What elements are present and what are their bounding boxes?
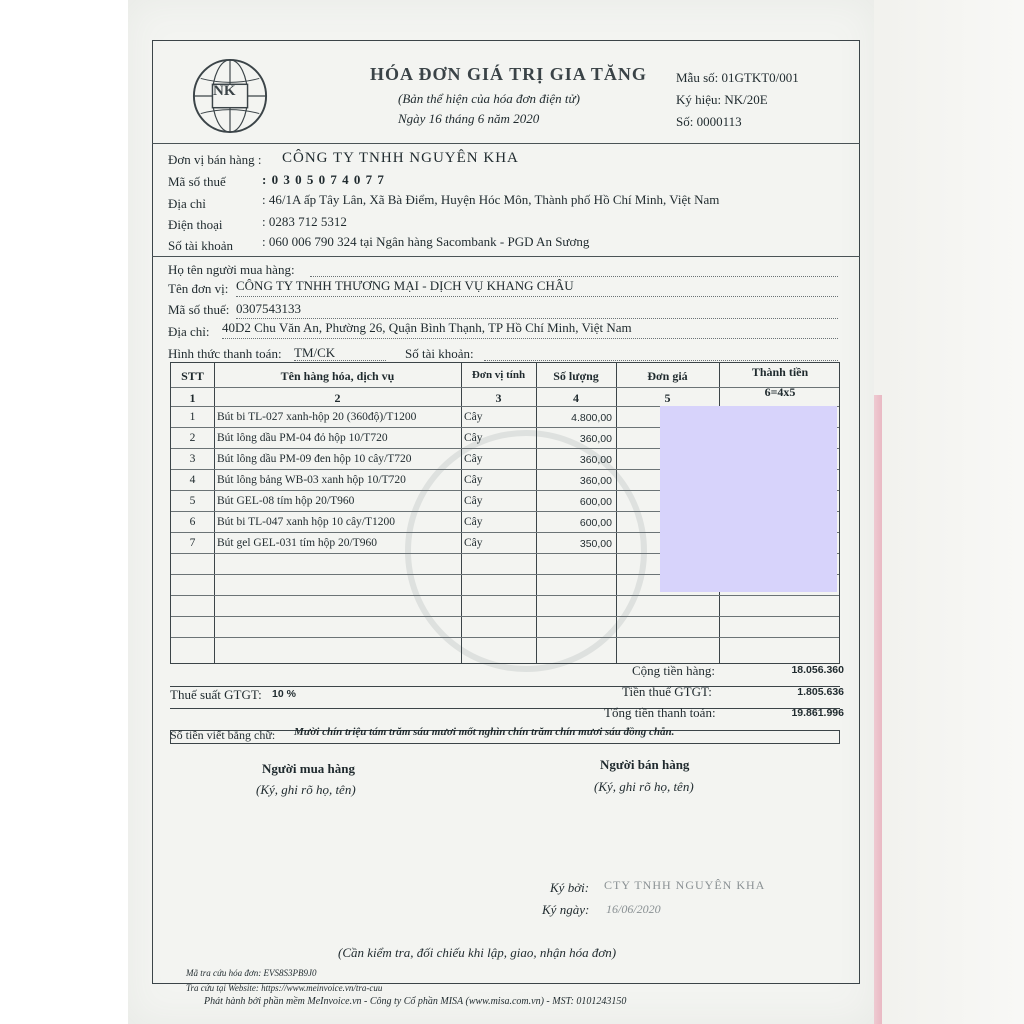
column-divider bbox=[536, 363, 537, 663]
header-amount: Thành tiền bbox=[751, 365, 809, 379]
divider bbox=[152, 256, 860, 257]
row-item-name: Bút lông dầu PM-09 đen hộp 10 cây/T720 bbox=[217, 453, 412, 465]
subtotal-label: Cộng tiền hàng: bbox=[632, 663, 716, 678]
buyer-tax-label: Mã số thuế: bbox=[168, 302, 230, 317]
background-surface bbox=[862, 0, 1024, 1024]
grand-total-label: Tổng tiền thanh toán: bbox=[604, 705, 716, 720]
row-stt: 3 bbox=[189, 453, 196, 465]
buyer-address-label: Địa chỉ: bbox=[168, 324, 210, 339]
header-num-3: 3 bbox=[495, 391, 502, 405]
lookup-code: Mã tra cứu hóa đơn: EVS8S3PB9J0 bbox=[186, 968, 317, 978]
seller-tax-label: Mã số thuế bbox=[168, 174, 226, 189]
seller-account: : 060 006 790 324 tại Ngân hàng Sacombank - PGD An Sương bbox=[262, 234, 590, 249]
publisher-note: Phát hành bởi phần mềm MeInvoice.vn - Công ty Cổ phần MISA (www.misa.com.vn) - MST: 0101243150 bbox=[204, 996, 627, 1007]
vat-rate-value: 10 % bbox=[272, 688, 296, 700]
payment-method: TM/CK bbox=[294, 345, 336, 360]
row-item-name: Bút lông dầu PM-04 đỏ hộp 10/T720 bbox=[217, 432, 388, 444]
buyer-person-label: Họ tên người mua hàng: bbox=[168, 262, 295, 277]
logo-text: NK bbox=[213, 83, 236, 99]
header-unit: Đơn vị tính bbox=[471, 369, 526, 381]
column-divider bbox=[461, 363, 462, 663]
row-stt: 7 bbox=[189, 537, 196, 549]
row-stt: 6 bbox=[189, 516, 196, 528]
dotted-line bbox=[222, 338, 838, 339]
buyer-signature-title: Người mua hàng bbox=[262, 761, 356, 776]
seller-phone-label: Điện thoại bbox=[168, 217, 223, 232]
row-unit: Cây bbox=[464, 453, 483, 465]
signed-by: CTY TNHH NGUYÊN KHA bbox=[604, 878, 766, 892]
row-stt: 1 bbox=[189, 411, 196, 423]
column-divider bbox=[616, 363, 617, 663]
row-quantity: 350,00 bbox=[579, 538, 612, 550]
subtotal-value: 18.056.360 bbox=[791, 664, 844, 676]
seller-phone: : 0283 712 5312 bbox=[262, 214, 347, 229]
header-quantity: Số lượng bbox=[553, 369, 599, 383]
buyer-unit-name: CÔNG TY TNHH THƯƠNG MẠI - DỊCH VỤ KHANG CHÂU bbox=[236, 278, 574, 293]
row-item-name: Bút gel GEL-031 tím hộp 20/T960 bbox=[217, 537, 378, 549]
seller-name: CÔNG TY TNHH NGUYÊN KHA bbox=[282, 150, 519, 166]
redaction-block bbox=[660, 406, 837, 592]
header-unit-price: Đơn giá bbox=[647, 369, 688, 383]
row-line bbox=[171, 595, 839, 596]
header-stt: STT bbox=[181, 369, 204, 383]
row-item-name: Bút GEL-08 tím hộp 20/T960 bbox=[217, 495, 355, 507]
row-quantity: 4.800,00 bbox=[571, 412, 612, 424]
row-quantity: 360,00 bbox=[579, 433, 612, 445]
row-unit: Cây bbox=[464, 474, 483, 486]
signed-by-label: Ký bởi: bbox=[550, 880, 590, 895]
row-quantity: 360,00 bbox=[579, 454, 612, 466]
row-unit: Cây bbox=[464, 537, 483, 549]
dotted-line bbox=[310, 276, 838, 277]
header-num-6: 6=4x5 bbox=[764, 385, 796, 399]
seller-account-label: Số tài khoản bbox=[168, 238, 233, 253]
dotted-line bbox=[236, 318, 838, 319]
invoice-symbol: Ký hiệu: NK/20E bbox=[676, 92, 768, 107]
divider bbox=[152, 143, 860, 144]
buyer-account-label: Số tài khoản: bbox=[405, 346, 474, 361]
amount-in-words: Mười chín triệu tám trăm sáu mươi mốt nghìn chín trăm chín mươi sáu đồng chẵn. bbox=[294, 726, 675, 738]
invoice-date: Ngày 16 tháng 6 năm 2020 bbox=[398, 111, 540, 126]
vat-amount-value: 1.805.636 bbox=[797, 686, 844, 698]
row-stt: 2 bbox=[189, 432, 196, 444]
invoice-number: Số: 0000113 bbox=[676, 114, 742, 129]
invoice-subtitle: (Bản thể hiện của hóa đơn điện tử) bbox=[398, 91, 580, 106]
seller-signature-title: Người bán hàng bbox=[600, 757, 690, 772]
seller-address-label: Địa chỉ bbox=[168, 196, 206, 211]
signed-date: 16/06/2020 bbox=[606, 902, 661, 916]
seller-address: : 46/1A ấp Tây Lân, Xã Bà Điểm, Huyện Hóc Môn, Thành phố Hồ Chí Minh, Việt Nam bbox=[262, 192, 720, 207]
form-number: Mẫu số: 01GTKT0/001 bbox=[676, 70, 799, 85]
row-item-name: Bút bi TL-047 xanh hộp 10 cây/T1200 bbox=[217, 516, 396, 528]
header-num-1: 1 bbox=[189, 391, 196, 405]
amount-in-words-label: Số tiền viết bằng chữ: bbox=[170, 728, 276, 742]
header-num-4: 4 bbox=[573, 391, 579, 405]
vat-rate-label: Thuế suất GTGT: bbox=[170, 687, 262, 702]
dotted-line bbox=[236, 296, 838, 297]
row-item-name: Bút bi TL-027 xanh-hộp 20 (360độ)/T1200 bbox=[217, 411, 417, 423]
header-num-2: 2 bbox=[334, 391, 341, 405]
dotted-line bbox=[294, 360, 386, 361]
seller-signature-note: (Ký, ghi rõ họ, tên) bbox=[594, 779, 694, 794]
grand-total-value: 19.861.996 bbox=[791, 707, 844, 719]
check-note: (Cần kiểm tra, đối chiếu khi lập, giao, nhận hóa đơn) bbox=[338, 945, 617, 960]
row-unit: Cây bbox=[464, 516, 483, 528]
row-unit: Cây bbox=[464, 495, 483, 507]
dotted-line bbox=[484, 360, 838, 361]
row-quantity: 600,00 bbox=[579, 517, 612, 529]
row-item-name: Bút lông bảng WB-03 xanh hộp 10/T720 bbox=[217, 474, 406, 486]
seller-tax-code: : 0 3 0 5 0 7 4 0 7 7 bbox=[262, 172, 385, 187]
header-item-name: Tên hàng hóa, dịch vụ bbox=[280, 369, 395, 383]
row-line bbox=[171, 616, 839, 617]
vat-amount-label: Tiền thuế GTGT: bbox=[622, 684, 712, 699]
payment-method-label: Hình thức thanh toán: bbox=[168, 346, 282, 361]
row-quantity: 360,00 bbox=[579, 475, 612, 487]
row-quantity: 600,00 bbox=[579, 496, 612, 508]
buyer-tax-code: 0307543133 bbox=[236, 301, 301, 316]
invoice-title: HÓA ĐƠN GIÁ TRỊ GIA TĂNG bbox=[370, 64, 647, 84]
row-stt: 5 bbox=[189, 495, 196, 507]
buyer-address: 40D2 Chu Văn An, Phường 26, Quận Bình Thạnh, TP Hồ Chí Minh, Việt Nam bbox=[222, 320, 632, 335]
row-unit: Cây bbox=[464, 411, 483, 423]
row-stt: 4 bbox=[189, 474, 196, 486]
buyer-signature-note: (Ký, ghi rõ họ, tên) bbox=[256, 782, 356, 797]
lookup-website: Tra cứu tại Website: https://www.meinvoice.vn/tra-cuu bbox=[186, 983, 383, 993]
column-divider bbox=[214, 363, 215, 663]
row-unit: Cây bbox=[464, 432, 483, 444]
header-num-5: 5 bbox=[664, 391, 671, 405]
buyer-unit-label: Tên đơn vị: bbox=[168, 281, 229, 296]
signed-date-label: Ký ngày: bbox=[542, 902, 590, 917]
seller-name-label: Đơn vị bán hàng : bbox=[168, 152, 262, 167]
row-line bbox=[171, 637, 839, 638]
